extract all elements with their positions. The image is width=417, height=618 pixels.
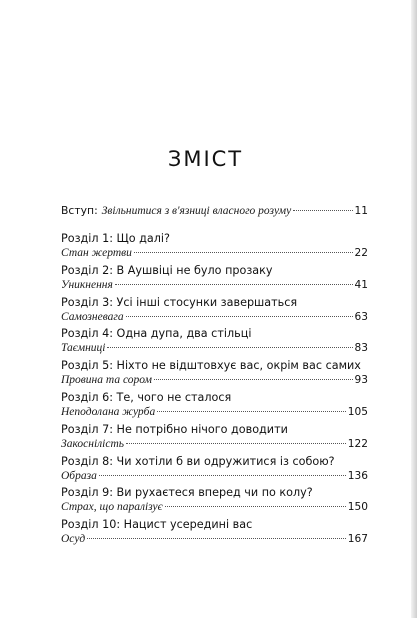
page-number: 41 (354, 278, 368, 291)
page-number: 167 (347, 533, 368, 546)
chapter-subtitle: Образа (61, 469, 97, 482)
page-number: 63 (354, 310, 368, 323)
chapter-heading: Розділ 3: Усі інші стосунки завершаться (61, 295, 298, 309)
toc-line (61, 500, 368, 514)
dot-leader (115, 284, 353, 285)
chapter-heading: Розділ 7: Не потрібно нічого доводити (61, 422, 288, 436)
chapter-subtitle: Уникнення (61, 278, 113, 291)
chapter-heading: Розділ 5: Ніхто не відштовхує вас, окрім вас самих (61, 359, 361, 373)
dot-leader (293, 210, 352, 211)
chapter-subtitle: Стан жертви (61, 247, 132, 259)
chapter-subtitle: Неподолана журба (61, 405, 156, 418)
chapter-subtitle: Таємниці (61, 342, 106, 355)
intro-separator: : (94, 204, 98, 217)
page-number: 150 (347, 501, 368, 514)
dot-leader (126, 443, 346, 444)
toc-entry-chapter-2 (61, 263, 368, 295)
page-edge-shadow (411, 0, 417, 618)
page-title: ЗМІСТ (167, 147, 244, 171)
toc-line (61, 310, 368, 324)
chapter-heading: Розділ 8: Чи хотіли б ви одружитися із собою? (61, 454, 335, 468)
toc-line (61, 341, 368, 355)
dot-leader (87, 538, 346, 539)
toc-entry-chapter-5 (61, 358, 368, 390)
toc-entry-chapter-3 (61, 295, 368, 327)
chapter-heading: Розділ 9: Ви рухаєтеся вперед чи по колу? (61, 486, 313, 500)
dot-leader (99, 475, 346, 476)
chapter-subtitle: Страх, що паралізує (61, 501, 163, 514)
page-number: 105 (347, 405, 368, 418)
dot-leader (126, 316, 353, 317)
toc-entry-chapter-10 (61, 517, 368, 549)
page-number: 22 (354, 247, 368, 259)
chapter-subtitle: Закоснілість (61, 437, 124, 450)
toc-entry-chapter-9 (61, 485, 368, 517)
dot-leader (107, 347, 352, 348)
toc-line (61, 278, 368, 292)
page-number: 11 (354, 205, 368, 217)
intro-title: Звільнитися з в'язниці власного розуму (101, 205, 292, 217)
dot-leader (165, 506, 346, 507)
toc-line (61, 437, 368, 451)
chapter-heading: Розділ 1: Що далі? (61, 232, 170, 245)
chapter-heading: Розділ 2: В Аушвіці не було прозаку (61, 263, 273, 277)
table-of-contents (61, 204, 368, 549)
toc-entry-chapter-1 (61, 231, 368, 263)
dot-leader (154, 379, 353, 380)
chapter-subtitle: Осуд (61, 533, 86, 546)
toc-entry-intro (61, 204, 368, 231)
chapter-heading: Розділ 4: Одна дупа, два стільці (61, 327, 252, 341)
toc-line (61, 532, 368, 546)
page-number: 122 (347, 437, 368, 450)
intro-label: Вступ (61, 204, 95, 217)
toc-line (61, 246, 368, 260)
dot-leader (157, 411, 346, 412)
toc-line (61, 373, 368, 387)
page-number: 83 (354, 342, 368, 355)
toc-line (61, 204, 368, 218)
toc-entry-chapter-6 (61, 390, 368, 422)
page-number: 93 (354, 374, 368, 387)
toc-line (61, 405, 368, 419)
dot-leader (134, 252, 353, 253)
chapter-subtitle: Самозневага (61, 310, 124, 323)
toc-line (61, 469, 368, 483)
toc-entry-chapter-8 (61, 454, 368, 486)
toc-entry-chapter-4 (61, 326, 368, 358)
chapter-subtitle: Провина та сором (61, 374, 152, 387)
toc-entry-chapter-7 (61, 422, 368, 454)
chapter-heading: Розділ 10: Нацист усередині вас (61, 518, 253, 532)
chapter-heading: Розділ 6: Те, чого не сталося (61, 390, 232, 404)
page-number: 136 (347, 469, 368, 482)
